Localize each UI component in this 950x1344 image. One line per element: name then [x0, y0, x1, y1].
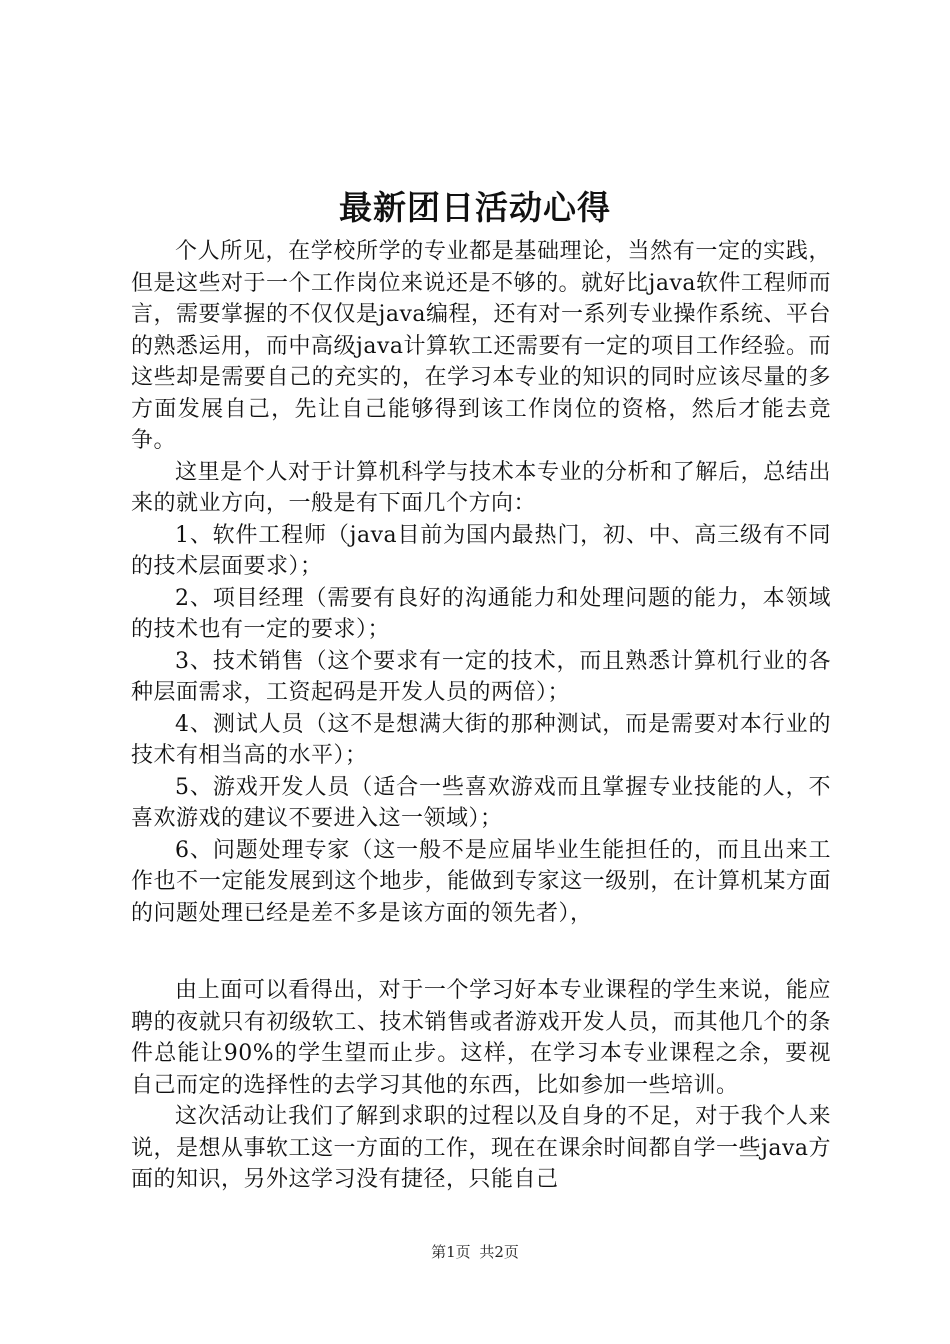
document-body	[131, 236, 831, 1196]
list-item-software-engineer: 1、软件工程师（java目前为国内最热门，初、中、高三级有不同的技术层面要求）；	[131, 522, 831, 579]
paragraph-intro: 个人所见，在学校所学的专业都是基础理论，当然有一定的实践，但是这些对于一个工作岗位来说还是不够的。就好比java软件工程师而言，需要掌握的不仅仅是java编程，还有对一系列专业操作系统、平台的熟悉运用，而中高级java计算软工还需要有一定的项目工作经验。而这些却是需要自己的充实的，在学习本专业的知识的同时应该尽量的多方面发展自己，先让自己能够得到该工作岗位的资格，然后才能去竞争。	[131, 239, 831, 453]
list-item-game-developer: 5、游戏开发人员（适合一些喜欢游戏而且掌握专业技能的人，不喜欢游戏的建议不要进入这一领域）；	[131, 774, 831, 831]
page-total: 共2页	[479, 1243, 519, 1261]
paragraph-gap	[131, 929, 831, 975]
paragraph-directions: 这里是个人对于计算机科学与技术本专业的分析和了解后，总结出来的就业方向，一般是有下面几个方向：	[131, 459, 831, 516]
list-item-project-manager: 2、项目经理（需要有良好的沟通能力和处理问题的能力，本领域的技术也有一定的要求）；	[131, 585, 831, 642]
page-number: 第1页	[431, 1243, 471, 1261]
document-title: 最新团日活动心得	[339, 188, 611, 227]
list-item-tester: 4、测试人员（这不是想满大街的那种测试，而是需要对本行业的技术有相当高的水平）；	[131, 711, 831, 768]
page-footer	[0, 1240, 950, 1264]
list-item-tech-sales: 3、技术销售（这个要求有一定的技术，而且熟悉计算机行业的各种层面需求，工资起码是开发人员的两倍）；	[131, 648, 831, 705]
paragraph-conclusion: 由上面可以看得出，对于一个学习好本专业课程的学生来说，能应聘的夜就只有初级软工、技术销售或者游戏开发人员，而其他几个的条件总能让90%的学生望而止步。这样，在学习本专业课程之余，要视自己而定的选择性的去学习其他的东西，比如参加一些培训。	[131, 978, 831, 1098]
list-item-problem-expert: 6、问题处理专家（这一般不是应届毕业生能担任的，而且出来工作也不一定能发展到这个地步，能做到专家这一级别，在计算机某方面的问题处理已经是差不多是该方面的领先者），	[131, 837, 831, 926]
paragraph-activity: 这次活动让我们了解到求职的过程以及自身的不足，对于我个人来说，是想从事软工这一方面的工作，现在在课余时间都自学一些java方面的知识，另外这学习没有捷径，只能自己	[131, 1104, 831, 1192]
